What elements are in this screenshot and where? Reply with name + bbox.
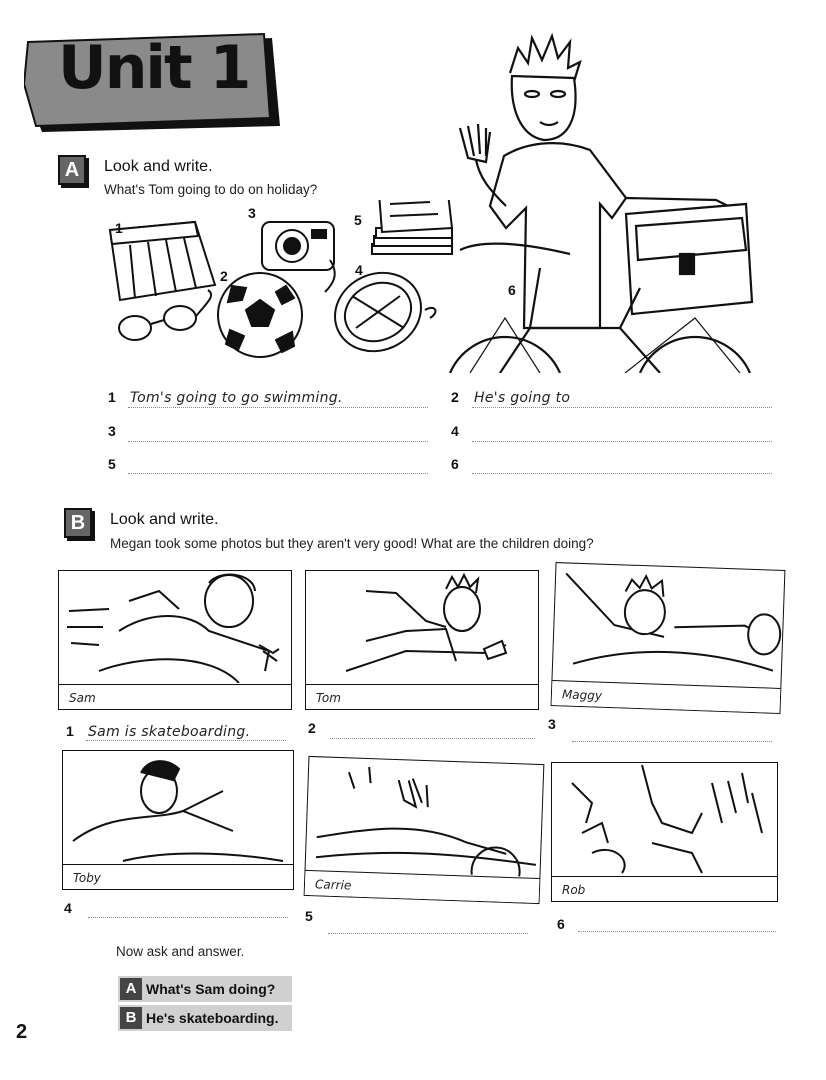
photo-answer-line-4[interactable] <box>88 916 288 918</box>
section-a-subtitle: What's Tom going to do on holiday? <box>104 182 318 197</box>
photo-answer-line-2[interactable] <box>330 737 535 739</box>
photo-answer-number-3: 3 <box>548 716 556 732</box>
photo-sam <box>58 570 292 710</box>
photo-caption-carrie: Carrie <box>314 877 352 893</box>
photo-tom <box>305 570 539 710</box>
football-icon <box>218 273 302 357</box>
holiday-items-illustration <box>100 200 470 370</box>
photo-maggy <box>551 562 786 714</box>
frisbee-icon <box>322 259 435 365</box>
speaker-b-badge: B <box>120 1007 142 1029</box>
photo-answer-line-6[interactable] <box>578 930 776 932</box>
photo-answer-number-6: 6 <box>557 916 565 932</box>
photo-answer-number-1: 1 <box>66 723 74 739</box>
section-a-title: Look and write. <box>104 158 213 175</box>
item-number-3: 3 <box>248 205 256 221</box>
answer-number-6: 6 <box>451 456 459 472</box>
photo-caption-toby: Toby <box>73 871 101 885</box>
photo-answer-text-1: Sam is skateboarding. <box>88 724 251 740</box>
item-number-2: 2 <box>220 268 228 284</box>
photo-answer-line-1[interactable] <box>86 739 286 741</box>
answer-line-1[interactable] <box>128 406 428 408</box>
swimmer-sketch <box>63 751 293 863</box>
photo-toby <box>62 750 294 890</box>
dialogue-line-b <box>118 1005 292 1031</box>
answer-line-5[interactable] <box>128 472 428 474</box>
photo-caption-rob: Rob <box>562 883 586 897</box>
photo-caption-tom: Tom <box>316 691 341 705</box>
answer-line-6[interactable] <box>472 472 772 474</box>
photo-answer-line-5[interactable] <box>328 932 528 934</box>
unit-title: Unit 1 <box>58 33 250 103</box>
dialogue-text-a: What's Sam doing? <box>146 981 276 997</box>
answer-number-2: 2 <box>451 389 459 405</box>
answer-line-4[interactable] <box>472 440 772 442</box>
section-b-subtitle: Megan took some photos but they aren't very good! What are the children doing? <box>110 536 594 551</box>
answer-text-2: He's going to <box>474 390 571 406</box>
answer-line-2[interactable] <box>472 406 772 408</box>
section-b-badge: B <box>64 508 92 538</box>
tree-climber-sketch <box>552 763 777 875</box>
speaker-a-badge: A <box>120 978 142 1000</box>
answer-text-1: Tom's going to go swimming. <box>130 390 343 406</box>
now-ask-instruction: Now ask and answer. <box>116 944 245 959</box>
dialogue-line-a <box>118 976 292 1002</box>
photo-answer-line-3[interactable] <box>572 740 772 742</box>
dialogue-text-b: He's skateboarding. <box>146 1010 279 1026</box>
photo-caption-sam: Sam <box>69 691 96 705</box>
item-number-1: 1 <box>115 220 123 236</box>
answer-number-1: 1 <box>108 389 116 405</box>
section-b-title: Look and write. <box>110 511 219 528</box>
section-a-badge: A <box>58 155 86 185</box>
cyclist-sketch <box>306 757 544 877</box>
item-number-5: 5 <box>354 212 362 228</box>
answer-number-5: 5 <box>108 456 116 472</box>
frisbee-catch-sketch <box>552 563 784 687</box>
answer-line-3[interactable] <box>128 440 428 442</box>
photo-caption-maggy: Maggy <box>561 687 603 703</box>
answer-number-4: 4 <box>451 423 459 439</box>
item-number-6: 6 <box>508 282 516 298</box>
photo-carrie <box>304 756 545 904</box>
photo-answer-number-2: 2 <box>308 720 316 736</box>
photo-answer-number-4: 4 <box>64 900 72 916</box>
page-number: 2 <box>16 1021 28 1043</box>
photo-answer-number-5: 5 <box>305 908 313 924</box>
item-number-4: 4 <box>355 262 363 278</box>
skirt-icon <box>110 222 215 300</box>
photo-rob <box>551 762 778 902</box>
boy-with-bike-illustration <box>440 28 760 373</box>
skateboarder-sketch <box>59 571 291 683</box>
answer-number-3: 3 <box>108 423 116 439</box>
runner-sketch <box>306 571 538 683</box>
